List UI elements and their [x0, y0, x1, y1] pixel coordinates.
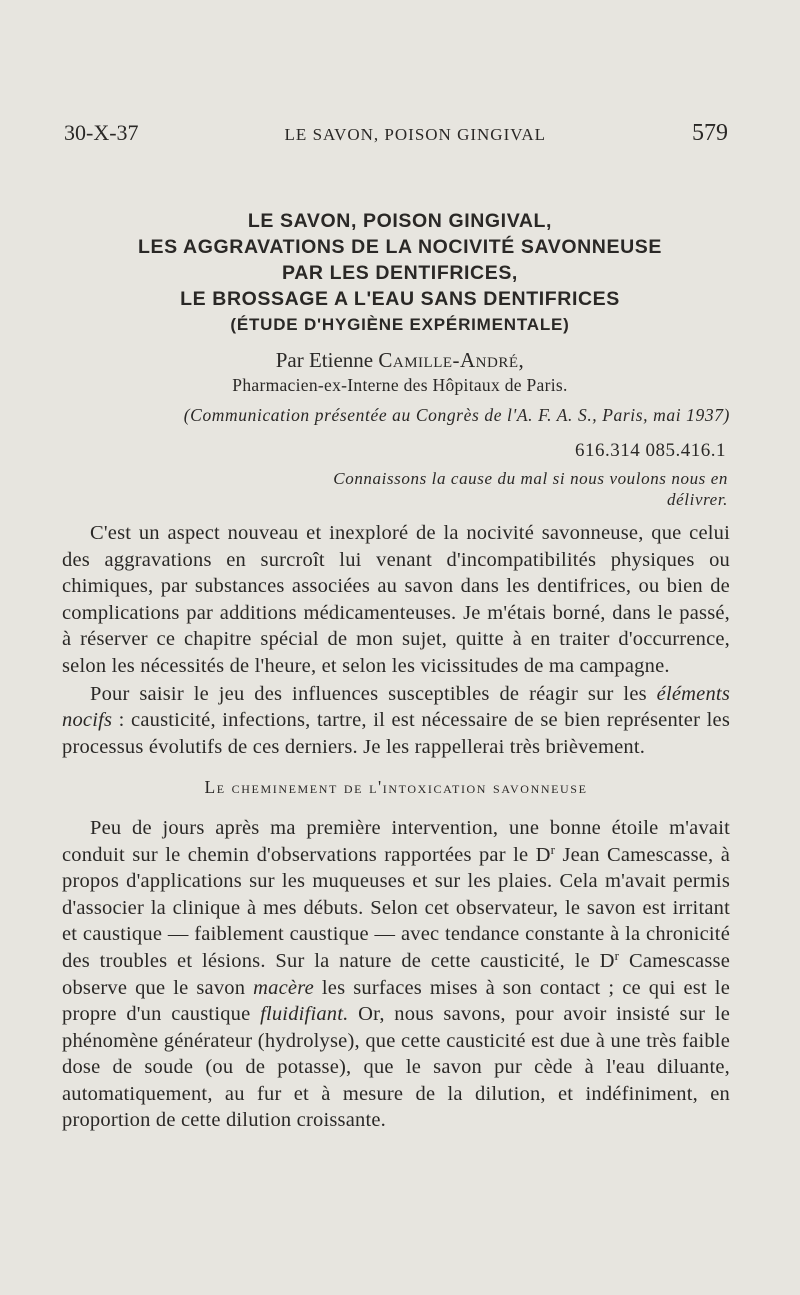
- paragraph-2-text-a: Pour saisir le jeu des influences susceptibles de réagir sur les: [90, 682, 647, 705]
- running-head: [64, 120, 728, 147]
- classification-codes: 616.314 085.416.1: [575, 440, 726, 461]
- section-heading: Le cheminement de l'intoxication savonneuse: [204, 777, 588, 798]
- dr-superscript-2: r: [614, 947, 620, 963]
- running-head-date: 30-X-37: [64, 120, 139, 145]
- title-line-4: LE BROSSAGE A L'EAU SANS DENTIFRICES: [180, 288, 620, 310]
- author-prefix: Par Etienne: [275, 348, 374, 372]
- author-name: Camille-André,: [378, 348, 525, 372]
- paragraph-3-italic-1: macère: [253, 976, 314, 999]
- page-number: 579: [692, 120, 728, 146]
- dr-superscript-1: r: [550, 841, 556, 857]
- article-subtitle: (ÉTUDE D'HYGIÈNE EXPÉRIMENTALE): [230, 315, 570, 334]
- paragraph-3-text-b: Jean Camescasse, à propos d'applications sur les muqueuses et sur les plaies. Cela m'avait permis d'associer la clinique à mes débuts. Selon cet observateur, le savon est irritant et caustique — faiblement caustique — avec tendance constante à la chronicité des troubles et lésions. Sur la nature de cette causticité, le D: [62, 843, 730, 972]
- byline: [0, 348, 800, 396]
- paragraph-3-italic-2: fluidifiant.: [260, 1003, 349, 1026]
- article-title: [40, 208, 760, 338]
- author: [0, 348, 800, 373]
- paragraph-3-text-e: Or, nous savons, pour avoir insisté sur le phénomène générateur (hydrolyse), que cette causticité est due à une très faible dose de soude (ou de potasse), que le savon pur cède à l'eau diluante, automatiquement, au fur et à mesure de la dilution, et indéfiniment, en proportion de cette dilution croissante.: [62, 1003, 731, 1132]
- communication-note: (Communication présentée au Congrès de l'A. F. A. S., Paris, mai 1937): [183, 405, 730, 425]
- article-body: [62, 520, 730, 1134]
- paragraph-3: [62, 815, 730, 1134]
- paragraph-2-italic: éléments nocifs: [62, 682, 730, 732]
- paragraph-3-text-d: les surfaces mises à son contact ; ce qui est le propre d'un caustique: [62, 976, 730, 1026]
- title-line-2: LES AGGRAVATIONS DE LA NOCIVITÉ SAVONNEUSE: [138, 236, 662, 258]
- paragraph-1: C'est un aspect nouveau et inexploré de la nocivité savonneuse, que celui des aggravations en surcroît lui venant d'incompatibilités physiques ou chimiques, par substances associées au savon dans les dentifrices, ou bien de complications par additions médicamenteuses. Je m'étais borné, dans le passé, à réserver ce chapitre spécial de mon sujet, quitte à en traiter d'occurrence, selon les nécessités de l'heure, et selon les vicissitudes de ma campagne.: [62, 522, 730, 677]
- running-head-title: LE SAVON, POISON GINGIVAL: [284, 125, 546, 144]
- paragraph-2: [62, 681, 730, 761]
- title-line-3: PAR LES DENTIFRICES,: [282, 262, 518, 284]
- paragraph-2-text-b: : causticité, infections, tartre, il est nécessaire de se bien représenter les processus évolutifs de ces derniers. Je les rappellerai très brièvement.: [62, 709, 730, 758]
- affiliation: Pharmacien-ex-Interne des Hôpitaux de Paris.: [232, 375, 568, 395]
- paragraph-3-text-a: Peu de jours après ma première intervention, une bonne étoile m'avait conduit sur le chemin d'observations rapportées par le D: [62, 816, 730, 866]
- paragraph-3-text-c: Camescasse observe que le savon: [62, 949, 730, 999]
- epigraph: Connaissons la cause du mal si nous voulons nous en délivrer.: [333, 469, 728, 509]
- title-line-1: LE SAVON, POISON GINGIVAL,: [247, 210, 553, 232]
